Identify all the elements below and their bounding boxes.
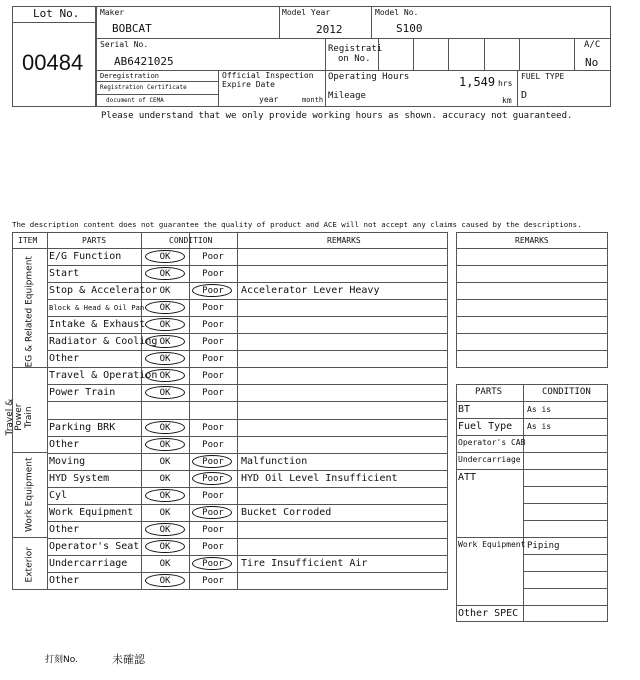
condition-poor: Poor [202, 337, 224, 347]
row-part: HYD System [49, 473, 110, 484]
working-hours-notice: Please understand that we only provide working hours as shown. accuracy not guaranteed. [101, 111, 573, 121]
col-condition-header: CONDITION [169, 236, 213, 245]
condition-ok: OK [159, 286, 171, 296]
inspection-label-1: Official Inspection [222, 71, 314, 80]
serial-label: Serial No. [100, 40, 149, 49]
condition-ok: OK [159, 354, 171, 364]
row-part: E/G Function [49, 251, 122, 262]
section-exterior: Exterior [24, 546, 35, 583]
ok-circle-mark [145, 267, 185, 280]
operating-hours-value: 1,549 [459, 75, 496, 89]
condition-poor: Poor [202, 457, 224, 467]
row-remark: Accelerator Lever Heavy [241, 285, 380, 296]
row-part: Other [49, 575, 80, 586]
condition-ok: OK [159, 576, 171, 586]
serial-value: AB6421025 [114, 55, 174, 68]
condition-poor: Poor [202, 542, 224, 552]
condition-poor: Poor [202, 423, 224, 433]
condition-ok: OK [159, 508, 171, 518]
hrs-unit: hrs [498, 79, 513, 88]
registration-label-2: on No. [338, 54, 371, 64]
row-part: Other [49, 524, 80, 535]
condition-poor: Poor [202, 320, 224, 330]
fuel-type-value: D [521, 90, 528, 101]
condition-ok: OK [159, 371, 171, 381]
model-year-value: 2012 [316, 23, 343, 36]
condition-poor: Poor [202, 491, 224, 501]
fuel-type-label: FUEL TYPE [521, 72, 565, 81]
row-part: Cyl [49, 490, 68, 501]
ok-circle-mark [145, 489, 185, 502]
operating-hours-label: Operating Hours [328, 72, 410, 82]
poor-circle-mark [192, 284, 232, 297]
row-remark: HYD Oil Level Insufficient [241, 473, 398, 484]
condition-ok: OK [159, 559, 171, 569]
condition-poor: Poor [202, 388, 224, 398]
row-part: Power Train [49, 387, 116, 398]
parts-row-condition: As is [527, 405, 552, 414]
parts-row-condition: Piping [527, 541, 560, 551]
ok-circle-mark [145, 421, 185, 434]
row-part: Undercarriage [49, 558, 128, 569]
row-part: Other [49, 439, 80, 450]
row-part: Travel & Operation [49, 370, 158, 381]
km-unit: km [502, 96, 512, 105]
col-item-header: ITEM [18, 236, 38, 245]
row-part: Operator's Seat [49, 541, 140, 552]
right-remarks-header: REMARKS [515, 236, 549, 245]
condition-ok: OK [159, 525, 171, 535]
ok-circle-mark [145, 335, 185, 348]
row-remark: Malfunction [241, 456, 308, 467]
ok-circle-mark [145, 540, 185, 553]
col-parts-header: PARTS [82, 236, 107, 245]
row-part: Radiator & Cooling [49, 336, 158, 347]
row-remark: Tire Insufficient Air [241, 558, 368, 569]
ok-circle-mark [145, 386, 185, 399]
condition-ok: OK [159, 388, 171, 398]
condition-poor: Poor [202, 440, 224, 450]
mileage-label: Mileage [328, 91, 366, 101]
lot-label: Lot No. [33, 7, 80, 20]
section-eg-related: EG & Related Equipment [24, 256, 35, 368]
ok-circle-mark [145, 250, 185, 263]
parts-row-part: Operator's CAB [458, 438, 526, 447]
parts-row-part: Other SPEC [458, 608, 519, 619]
ok-circle-mark [145, 369, 185, 382]
model-no-label: Model No. [375, 8, 419, 17]
parts-row-part: Fuel Type [458, 421, 513, 432]
inspection-label-2: Expire Date [222, 80, 275, 89]
condition-ok: OK [159, 337, 171, 347]
parts-row-part: Undercarriage [458, 455, 521, 464]
condition-ok: OK [159, 269, 171, 279]
condition-poor: Poor [202, 286, 224, 296]
parts-col-condition-header: CONDITION [542, 387, 591, 397]
condition-poor: Poor [202, 303, 224, 313]
ok-circle-mark [145, 301, 185, 314]
condition-poor: Poor [202, 354, 224, 364]
stamp-label: 打刻No. [45, 655, 78, 665]
condition-poor: Poor [202, 559, 224, 569]
condition-ok: OK [159, 252, 171, 262]
inspection-year-label: year [259, 95, 279, 104]
disclaimer: The description content does not guarantee the quality of product and ACE will not accept any claims caused by the descriptions. [12, 220, 582, 229]
section-work-equipment: Work Equipment [24, 457, 35, 532]
parts-col-parts-header: PARTS [475, 387, 503, 397]
condition-poor: Poor [202, 525, 224, 535]
condition-poor: Poor [202, 576, 224, 586]
row-part: Other [49, 353, 80, 364]
parts-row-part: Work Equipment [458, 540, 526, 549]
ac-label: A/C [584, 40, 601, 50]
cema-label: document of CEMA [106, 97, 164, 104]
parts-row-part: ATT [458, 472, 477, 483]
deregistration-label: Deregistration [100, 72, 160, 80]
model-year-label: Model Year [282, 8, 331, 17]
stamp-value: 未確認 [112, 653, 145, 666]
condition-poor: Poor [202, 474, 224, 484]
condition-ok: OK [159, 491, 171, 501]
row-remark: Bucket Corroded [241, 507, 332, 518]
lot-number: 00484 [22, 50, 84, 75]
row-part: Block & Head & Oil Pan [49, 303, 145, 312]
model-no-value: S100 [396, 22, 423, 35]
condition-poor: Poor [202, 371, 224, 381]
condition-poor: Poor [202, 508, 224, 518]
registration-label-1: Registrati [328, 44, 383, 54]
row-part: Parking BRK [49, 422, 116, 433]
condition-ok: OK [159, 320, 171, 330]
parts-row-part: BT [458, 404, 471, 415]
ok-circle-mark [145, 318, 185, 331]
poor-circle-mark [192, 557, 232, 570]
condition-poor: Poor [202, 269, 224, 279]
inspection-month-label: month [302, 96, 324, 104]
poor-circle-mark [192, 472, 232, 485]
col-remarks-header: REMARKS [327, 236, 361, 245]
condition-ok: OK [159, 457, 171, 467]
row-part: Work Equipment [49, 507, 134, 518]
condition-ok: OK [159, 542, 171, 552]
poor-circle-mark [192, 455, 232, 468]
condition-ok: OK [159, 303, 171, 313]
row-part: Intake & Exhaust [49, 319, 146, 330]
poor-circle-mark [192, 506, 232, 519]
condition-ok: OK [159, 423, 171, 433]
ok-circle-mark [145, 574, 185, 587]
row-part: Moving [49, 456, 86, 467]
condition-ok: OK [159, 474, 171, 484]
section-travel-power-label: Travel & Power Train [4, 398, 34, 436]
registration-certificate-label: Registration Certificate [100, 84, 187, 91]
parts-row-condition: As is [527, 422, 552, 431]
ok-circle-mark [145, 352, 185, 365]
ac-value: No [585, 56, 599, 69]
maker-label: Maker [100, 8, 125, 17]
row-part: Stop & Accelerator [49, 285, 158, 296]
condition-ok: OK [159, 440, 171, 450]
maker-value: BOBCAT [112, 22, 152, 35]
ok-circle-mark [145, 523, 185, 536]
ok-circle-mark [145, 438, 185, 451]
condition-poor: Poor [202, 252, 224, 262]
row-part: Start [49, 268, 80, 279]
